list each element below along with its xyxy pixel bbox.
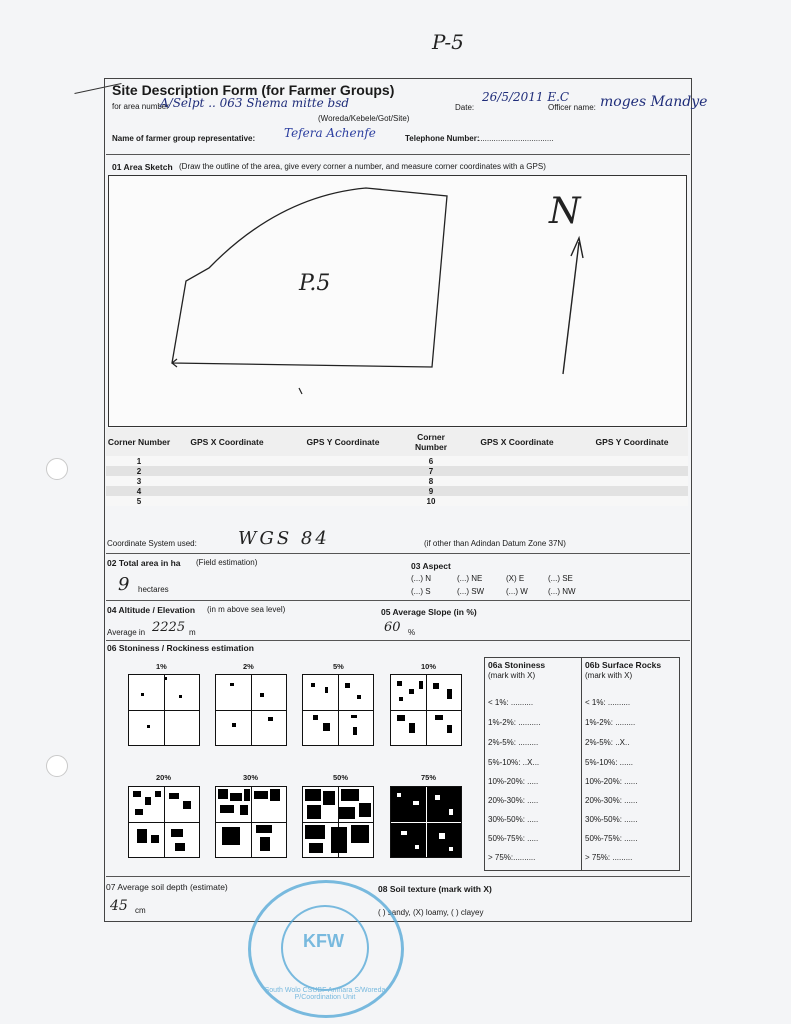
soil-depth-label: 07 Average soil depth (estimate) xyxy=(106,882,228,892)
percent-label: 20% xyxy=(156,773,172,782)
total-area-value: 9 xyxy=(118,574,130,595)
percent-label: 2% xyxy=(243,662,254,671)
altitude-avg-label: Average in xyxy=(107,628,146,637)
percent-label: 75% xyxy=(421,773,437,782)
telephone-label: Telephone Number: xyxy=(405,134,480,143)
soil-depth-unit: cm xyxy=(135,906,146,915)
stoniness-row: 10%-20%: ..... xyxy=(488,777,539,786)
aspect-sw: (...) SW xyxy=(457,587,485,596)
table-row: 2 7 xyxy=(106,466,688,476)
binder-hole xyxy=(46,755,68,777)
table-row: 1 6 xyxy=(106,456,688,466)
percent-label: 50% xyxy=(333,773,349,782)
stoniness-row: 5%-10%: ..X... xyxy=(488,758,540,767)
col-corner-number: Corner Number xyxy=(106,428,172,456)
slope-label: 05 Average Slope (in %) xyxy=(381,607,477,617)
surface-rocks-row: 30%-50%: ...... xyxy=(585,815,638,824)
surface-rocks-row: < 1%: .......... xyxy=(585,698,631,707)
soil-texture-options: ( ) sandy, (X) loamy, ( ) clayey xyxy=(378,908,484,917)
stoniness-table xyxy=(484,657,680,871)
stoniness-row: 1%-2%: .......... xyxy=(488,718,541,727)
coordinate-system-note: (if other than Adindan Datum Zone 37N) xyxy=(424,539,566,548)
table-row: 5 10 xyxy=(106,496,688,506)
altitude-value: 2225 xyxy=(152,620,186,635)
gps-table xyxy=(106,428,688,506)
stoniness-row: 20%-30%: ..... xyxy=(488,796,539,805)
coordinate-system-label: Coordinate System used: xyxy=(107,539,197,548)
soil-depth-value: 45 xyxy=(110,898,128,914)
surface-rocks-row: > 75%: ......... xyxy=(585,853,633,862)
aspect-s: (...) S xyxy=(411,587,431,596)
stoniness-sample-1pct xyxy=(128,674,200,746)
sketch-area xyxy=(108,175,687,427)
stoniness-sample-5pct xyxy=(302,674,374,746)
aspect-e: (X) E xyxy=(506,574,525,583)
sketch-drawing xyxy=(109,176,686,426)
divider xyxy=(106,876,690,877)
altitude-sub: (in m above sea level) xyxy=(207,605,286,614)
col-gps-y-2: GPS Y Coordinate xyxy=(576,428,688,456)
stoniness-sample-20pct xyxy=(128,786,200,858)
stoniness-row: 2%-5%: ......... xyxy=(488,738,539,747)
plot-label: P.5 xyxy=(299,271,331,296)
percent-label: 1% xyxy=(156,662,167,671)
stoniness-column xyxy=(485,658,581,870)
surface-rocks-row: 20%-30%: ...... xyxy=(585,796,638,805)
slope-value: 60 xyxy=(384,620,401,635)
col-gps-x-2: GPS X Coordinate xyxy=(458,428,576,456)
stoniness-row: > 75%:.......... xyxy=(488,853,536,862)
sketch-heading: 01 Area Sketch xyxy=(112,162,173,172)
aspect-ne: (...) NE xyxy=(457,574,483,583)
area-number-label: for area number xyxy=(112,102,169,111)
surface-rocks-col-title: 06b Surface Rocks xyxy=(585,660,662,670)
surface-rocks-col-sub: (mark with X) xyxy=(585,671,633,680)
col-corner-number-2: Corner Number xyxy=(404,428,458,456)
percent-label: 5% xyxy=(333,662,344,671)
stoniness-row: 30%-50%: ..... xyxy=(488,815,539,824)
coordinate-system-value: WGS 84 xyxy=(238,528,330,549)
stoniness-sample-50pct xyxy=(302,786,374,858)
divider xyxy=(106,553,690,554)
aspect-nw: (...) NW xyxy=(548,587,576,596)
surface-rocks-column xyxy=(581,658,678,870)
total-area-unit: hectares xyxy=(138,585,169,594)
representative-label: Name of farmer group representative: xyxy=(112,134,256,143)
stoniness-row: < 1%: .......... xyxy=(488,698,534,707)
table-row: 3 8 xyxy=(106,476,688,486)
official-stamp xyxy=(248,880,404,1018)
percent-label: 30% xyxy=(243,773,259,782)
aspect-w: (...) W xyxy=(506,587,528,596)
sketch-instruction: (Draw the outline of the area, give every corner a number, and measure corner coordinates with a GPS) xyxy=(179,162,546,171)
officer-label: Officer name: xyxy=(548,103,596,112)
slope-unit: % xyxy=(408,628,416,637)
area-number-value: A/Selpt .. 063 Shema mitte bsd xyxy=(160,96,350,110)
stoniness-col-sub: (mark with X) xyxy=(488,671,536,680)
stamp-ring-text: South Wolo CSUBF Amhara S/Woreda P/Coordination Unit xyxy=(264,987,386,1001)
col-gps-x: GPS X Coordinate xyxy=(172,428,282,456)
telephone-dots: .................................. xyxy=(478,134,554,143)
stamp-center-text: KFW xyxy=(303,931,344,951)
stoniness-row: 50%-75%: ..... xyxy=(488,834,539,843)
page-annotation: P-5 xyxy=(432,30,464,54)
divider xyxy=(106,600,690,601)
altitude-label: 04 Altitude / Elevation xyxy=(107,605,196,615)
total-area-sub: (Field estimation) xyxy=(196,558,258,567)
stoniness-sample-2pct xyxy=(215,674,287,746)
surface-rocks-row: 5%-10%: ...... xyxy=(585,758,634,767)
total-area-label: 02 Total area in ha xyxy=(107,558,181,568)
officer-value: moges Mandye xyxy=(600,94,708,110)
aspect-n: (...) N xyxy=(411,574,431,583)
date-value: 26/5/2011 E.C xyxy=(482,90,570,104)
area-sub-label: (Woreda/Kebele/Got/Site) xyxy=(318,114,410,123)
surface-rocks-row: 10%-20%: ...... xyxy=(585,777,638,786)
table-row: 4 9 xyxy=(106,486,688,496)
col-gps-y: GPS Y Coordinate xyxy=(282,428,404,456)
stoniness-sample-10pct xyxy=(390,674,462,746)
stoniness-sample-30pct xyxy=(215,786,287,858)
stoniness-heading: 06 Stoniness / Rockiness estimation xyxy=(107,643,254,653)
surface-rocks-row: 50%-75%: ...... xyxy=(585,834,638,843)
stoniness-sample-75pct xyxy=(390,786,462,858)
binder-hole xyxy=(46,458,68,480)
date-label: Date: xyxy=(455,103,475,112)
stoniness-col-title: 06a Stoniness xyxy=(488,660,546,670)
surface-rocks-row: 2%-5%: ..X.. xyxy=(585,738,630,747)
soil-texture-label: 08 Soil texture (mark with X) xyxy=(378,884,492,894)
divider xyxy=(106,154,690,155)
divider xyxy=(106,640,690,641)
aspect-se: (...) SE xyxy=(548,574,573,583)
surface-rocks-row: 1%-2%: ......... xyxy=(585,718,636,727)
aspect-label: 03 Aspect xyxy=(411,561,451,571)
percent-label: 10% xyxy=(421,662,437,671)
representative-value: Tefera Achenfe xyxy=(284,126,376,140)
form-title: Site Description Form (for Farmer Groups) xyxy=(112,82,395,98)
altitude-unit: m xyxy=(189,628,196,637)
north-label: N xyxy=(549,191,581,232)
